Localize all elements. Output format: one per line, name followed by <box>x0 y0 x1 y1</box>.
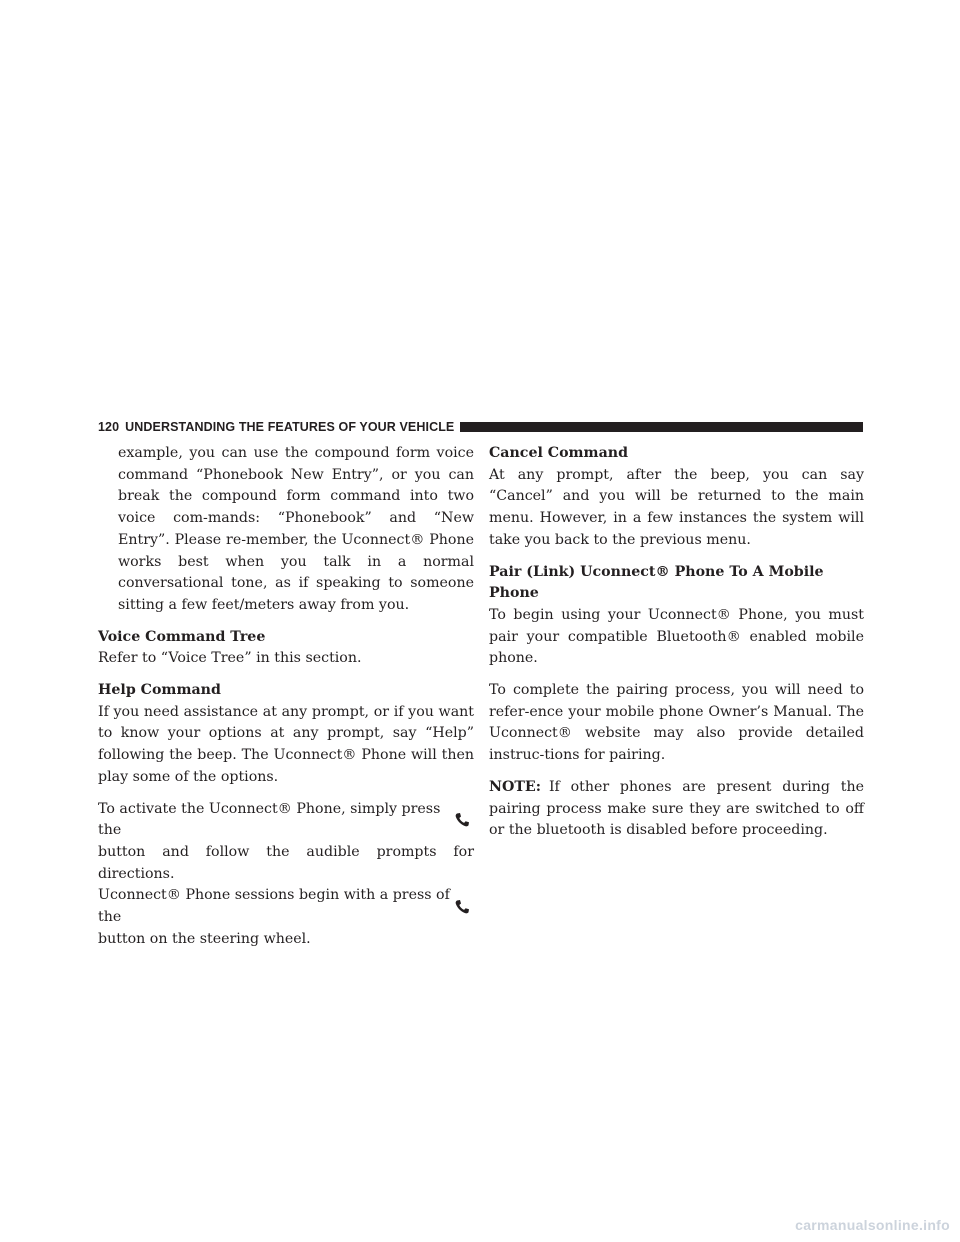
page-header <box>98 417 863 437</box>
activate-line-3: Uconnect® Phone sessions begin with a press of the <box>98 887 450 926</box>
help-heading: Help Command <box>98 682 221 699</box>
activate-line-1: To activate the Uconnect® Phone, simply press the <box>98 800 441 839</box>
pair-text-2: To complete the pairing process, you will need to refer-ence your mobile phone Owner’s Manual. The Uconnect® website may also provide detailed instruc-tions for pairing. <box>489 682 864 764</box>
cancel-text: At any prompt, after the beep, you can say “Cancel” and you will be returned to the main menu. However, in a few instances the system will take you back to the previous menu. <box>489 466 864 548</box>
phone-handset-icon <box>454 812 470 828</box>
pair-heading: Pair (Link) Uconnect® Phone To A Mobile Phone <box>489 563 824 602</box>
note-paragraph <box>489 777 864 842</box>
activate-line: button and follow the audible prompts for directions. <box>98 843 474 882</box>
phone-handset-icon <box>454 899 470 915</box>
voice-tree-heading: Voice Command Tree <box>98 628 266 645</box>
note-label: NOTE: <box>489 778 541 795</box>
section-title: UNDERSTANDING THE FEATURES OF YOUR VEHICLE <box>125 420 455 434</box>
cancel-heading: Cancel Command <box>489 445 629 461</box>
header-rule <box>460 422 863 432</box>
intro-paragraph: example, you can use the compound form voice command “Phonebook New Entry”, or you can break the compound form command into two voice com-mands: “Phonebook” and “New Entry”. Please re-member, the Uconnect® Phone works best when you talk in a normal conversational tone, as if speaking to someone sitting a few feet/meters away from you. <box>118 445 474 613</box>
pair-text-1: To begin using your Uconnect® Phone, you must pair your compatible Bluetooth® enabled mobile phone. <box>489 606 864 667</box>
activate-line: button on the steering wheel. <box>98 930 311 947</box>
note-text: If other phones are present during the pairing process make sure they are switched to off or the bluetooth is disabled before proceeding. <box>489 778 864 839</box>
help-text: If you need assistance at any prompt, or if you want to know your options at any prompt, say “Help” following the beep. The Uconnect® Phone will then play some of the options. <box>98 703 474 785</box>
right-column <box>489 443 864 852</box>
voice-tree-text: Refer to “Voice Tree” in this section. <box>98 650 362 667</box>
watermark-text: carmanualsonline.info <box>795 1217 950 1233</box>
activate-line <box>98 885 474 928</box>
left-column <box>98 443 474 950</box>
page-number: 120 <box>98 420 120 434</box>
activate-paragraph <box>98 799 474 951</box>
activate-line <box>98 799 474 842</box>
footer-watermark <box>0 1208 960 1242</box>
